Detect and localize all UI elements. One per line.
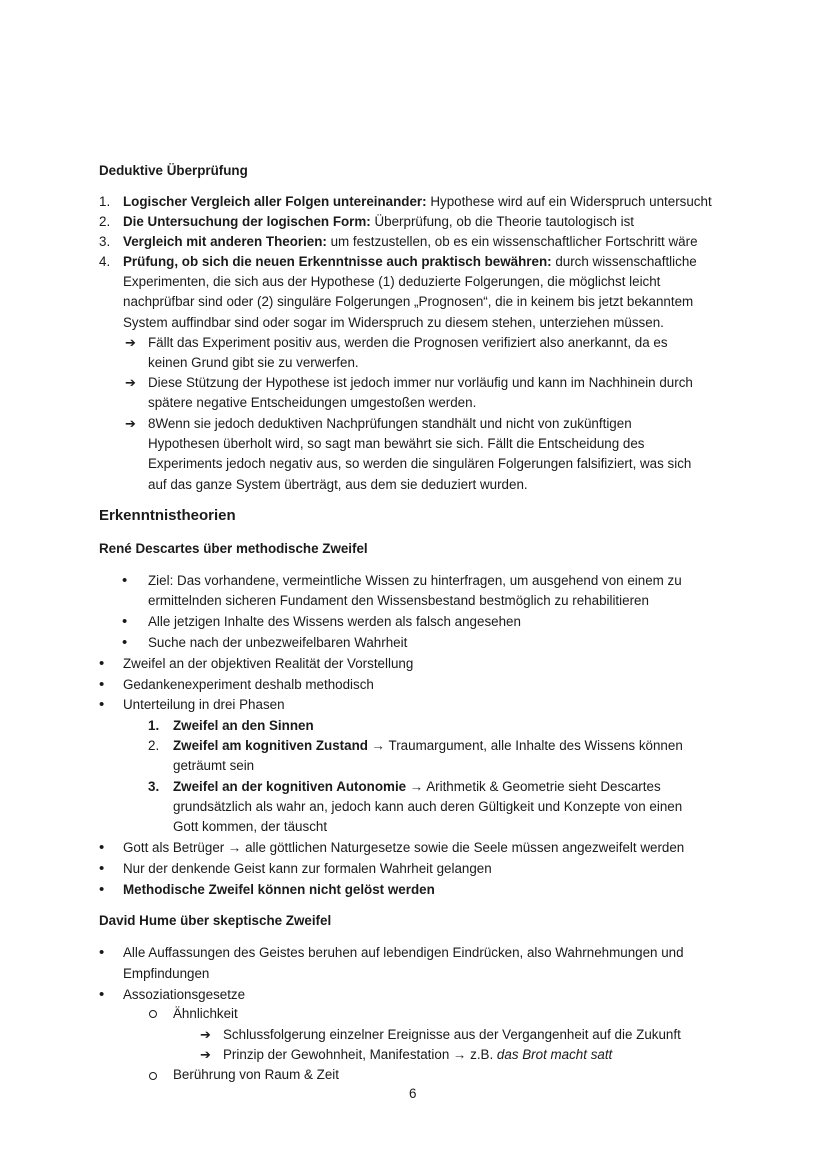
circle-bullet-icon <box>149 1010 157 1018</box>
list-item: Nur der denkende Geist kann zur formalen Wahrheit gelangen <box>123 861 492 876</box>
arrow-icon: ➔ <box>125 375 136 390</box>
sub-item-line: Prinzip der Gewohnheit, Manifestation → z.B. das Brot macht satt <box>223 1047 613 1062</box>
list-item: Suche nach der unbezweifelbaren Wahrheit <box>148 635 408 650</box>
list-item: Zweifel an den Sinnen <box>173 718 314 733</box>
sub-item-line: 8Wenn sie jedoch deduktiven Nachprüfungen standhält und nicht von zukünftigen <box>148 416 632 431</box>
bullet-icon: • <box>99 839 105 856</box>
list-number: 2. <box>148 738 160 753</box>
list-item-line: Experimenten, die sich aus der Hypothese (1) deduzierte Folgerungen, die möglichst leicht <box>123 274 661 289</box>
list-item: Alle jetzigen Inhalte des Wissens werden als falsch angesehen <box>148 614 521 629</box>
section-heading: Deduktive Überprüfung <box>99 163 248 178</box>
sub-item-line: Fällt das Experiment positiv aus, werden die Prognosen verifiziert also anerkannt, da es <box>148 335 668 350</box>
list-item: Methodische Zweifel können nicht gelöst werden <box>123 882 435 897</box>
bullet-icon: • <box>99 676 105 693</box>
list-item: Assoziationsgesetze <box>123 987 246 1002</box>
list-item-line: System auffindbar sind oder sogar im Widerspruch zu diesem stehen, unterziehen müssen. <box>123 315 664 330</box>
list-item: Gott als Betrüger → alle göttlichen Naturgesetze sowie die Seele müssen angezweifelt werden <box>123 840 685 855</box>
list-item: Zweifel an der objektiven Realität der Vorstellung <box>123 656 414 671</box>
list-item: Ähnlichkeit <box>173 1006 238 1021</box>
list-item-line: Gott kommen, der täuscht <box>173 819 328 834</box>
subsection-heading: David Hume über skeptische Zweifel <box>99 913 332 928</box>
list-number: 1. <box>99 194 111 209</box>
list-number: 2. <box>99 214 111 229</box>
list-number: 1. <box>148 718 160 733</box>
list-number: 3. <box>148 779 160 794</box>
sub-item-line: Hypothesen überholt wird, so sagt man bewährt sie sich. Fällt die Entscheidung des <box>148 436 645 451</box>
subsection-heading: René Descartes über methodische Zweifel <box>99 541 368 556</box>
bullet-icon: • <box>99 944 105 961</box>
list-item: Gedankenexperiment deshalb methodisch <box>123 677 374 692</box>
list-item-line: Empfindungen <box>123 966 210 981</box>
bullet-icon: • <box>99 655 105 672</box>
sub-item-line: keinen Grund gibt sie zu verwerfen. <box>148 355 359 370</box>
sub-item-line: spätere negative Entscheidungen umgestoßen werden. <box>148 395 477 410</box>
bullet-icon: • <box>99 881 105 898</box>
section-heading: Erkenntnistheorien <box>99 507 236 524</box>
arrow-icon: ➔ <box>125 335 136 350</box>
sub-item-line: auf das ganze System überträgt, aus dem sie deduziert wurden. <box>148 477 528 492</box>
bullet-icon: • <box>99 860 105 877</box>
page-number: 6 <box>409 1086 417 1101</box>
bullet-icon: • <box>122 613 128 630</box>
list-item: Die Untersuchung der logischen Form: Überprüfung, ob die Theorie tautologisch ist <box>123 214 635 229</box>
sub-item-line: Schlussfolgerung einzelner Ereignisse aus der Vergangenheit auf die Zukunft <box>223 1027 681 1042</box>
bullet-icon: • <box>99 696 105 713</box>
list-item: Prüfung, ob sich die neuen Erkenntnisse auch praktisch bewähren: durch wissenschaftliche <box>123 254 697 269</box>
list-item: Zweifel am kognitiven Zustand → Traumargument, alle Inhalte des Wissens können <box>173 738 683 753</box>
list-item-line: geträumt sein <box>173 758 255 773</box>
list-number: 4. <box>99 254 111 269</box>
list-item: Berührung von Raum & Zeit <box>173 1067 339 1082</box>
list-number: 3. <box>99 234 111 249</box>
list-item-line: grundsätzlich als wahr an, jedoch kann auch deren Gültigkeit und Konzepte von einen <box>173 799 683 814</box>
list-item: Zweifel an der kognitiven Autonomie → Arithmetik & Geometrie sieht Descartes <box>173 779 661 794</box>
bullet-icon: • <box>122 572 128 589</box>
list-item-line: ermittelnden sicheren Fundament den Wissensbestand bestmöglich zu rehabilitieren <box>148 593 649 608</box>
list-item: Unterteilung in drei Phasen <box>123 697 285 712</box>
list-item: Vergleich mit anderen Theorien: um festzustellen, ob es ein wissenschaftlicher Fortschritt wäre <box>123 234 698 249</box>
list-item: Logischer Vergleich aller Folgen untereinander: Hypothese wird auf ein Widerspruch untersucht <box>123 194 712 209</box>
sub-item-line: Diese Stützung der Hypothese ist jedoch immer nur vorläufig und kann im Nachhinein durch <box>148 375 693 390</box>
bullet-icon: • <box>99 986 105 1003</box>
circle-bullet-icon <box>149 1072 157 1080</box>
arrow-icon: ➔ <box>200 1027 211 1042</box>
arrow-icon: ➔ <box>125 416 136 431</box>
bullet-icon: • <box>122 634 128 651</box>
list-item-line: nachprüfbar sind oder (2) singuläre Folgerungen „Prognosen“, die in keinem bis jetzt bekanntem <box>123 294 694 309</box>
arrow-icon: ➔ <box>200 1047 211 1062</box>
list-item: Ziel: Das vorhandene, vermeintliche Wissen zu hinterfragen, um ausgehend von einem zu <box>148 573 682 588</box>
sub-item-line: Experiments jedoch negativ aus, so werden die singulären Folgerungen falsifiziert, was sich <box>148 456 692 471</box>
list-item: Alle Auffassungen des Geistes beruhen auf lebendigen Eindrücken, also Wahrnehmungen und <box>123 945 684 960</box>
